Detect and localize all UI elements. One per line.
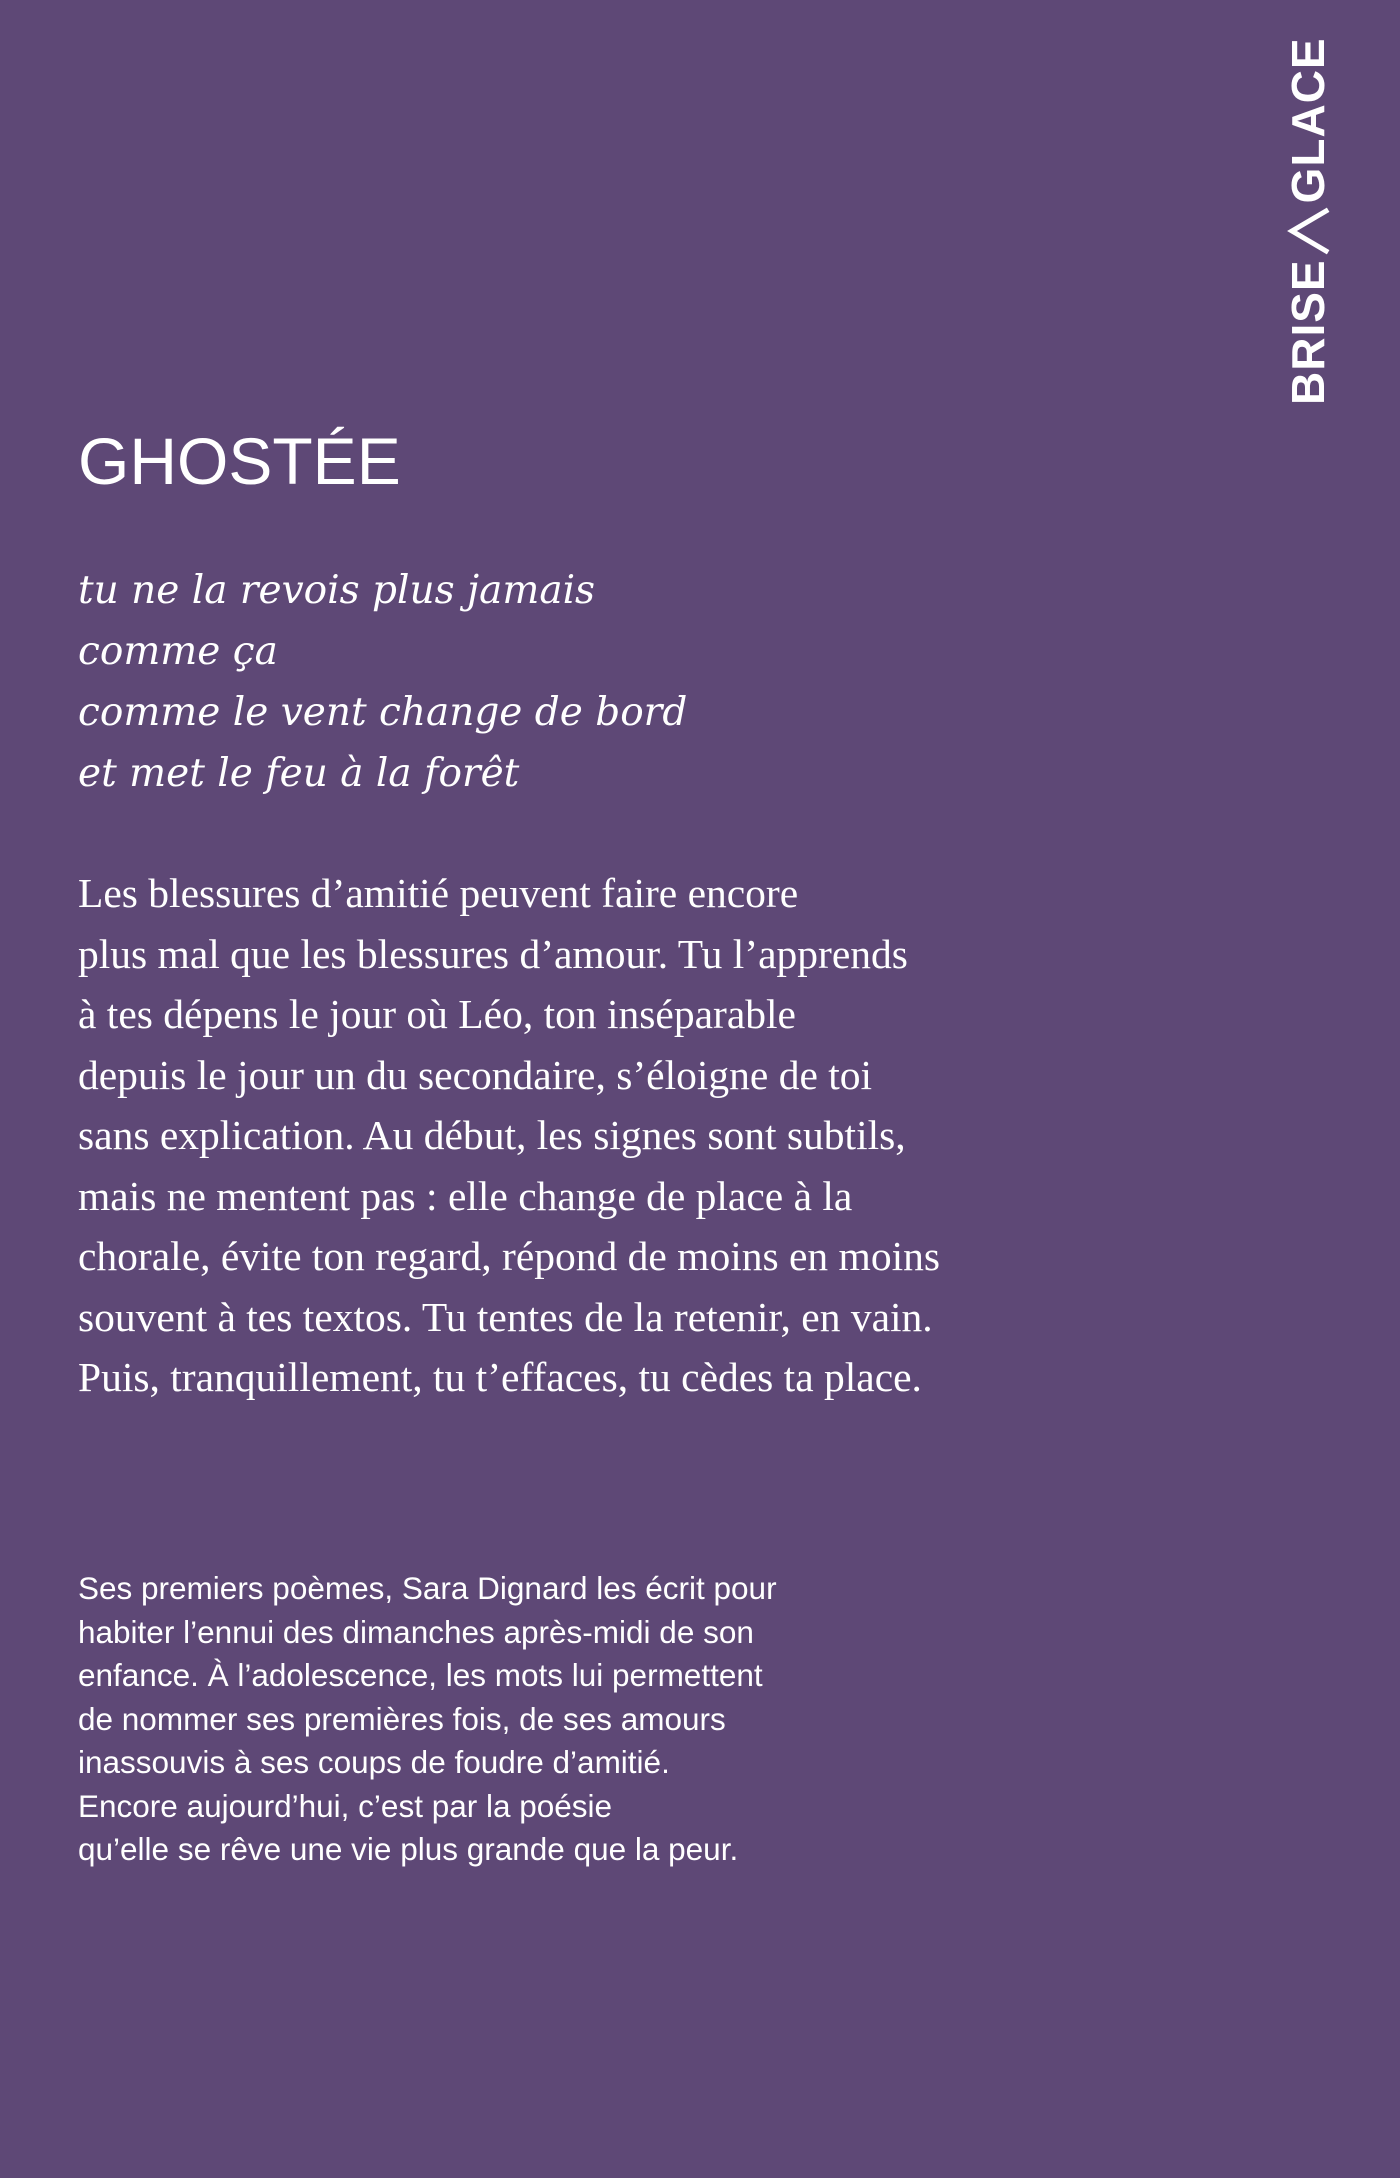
summary-line: souvent à tes textos. Tu tentes de la retenir, en vain.: [78, 1293, 933, 1340]
bio-line: Ses premiers poèmes, Sara Dignard les écrit pour: [78, 1570, 777, 1606]
bio-line: qu’elle se rêve une vie plus grande que la peur.: [78, 1831, 739, 1867]
publisher-name-part-2: GLACE: [1282, 37, 1334, 204]
summary-line: sans explication. Au début, les signes sont subtils,: [78, 1112, 906, 1158]
caret-up-icon: [1286, 207, 1330, 255]
summary-line: Les blessures d’amitié peuvent faire encore: [78, 870, 799, 916]
book-title: GHOSTÉE: [78, 424, 401, 498]
poem-line: tu ne la revois plus jamais: [78, 568, 596, 613]
poem-line: comme ça: [78, 629, 278, 674]
summary-line: Puis, tranquillement, tu t’effaces, tu cèdes ta place.: [78, 1354, 922, 1400]
poem-line: comme le vent change de bord: [78, 690, 688, 735]
bio-line: Encore aujourd’hui, c’est par la poésie: [78, 1787, 613, 1824]
poem-line: et met le feu à la forêt: [78, 751, 520, 796]
summary-line: chorale, évite ton regard, répond de moins en moins: [78, 1233, 941, 1279]
summary-line: mais ne mentent pas : elle change de place à la: [78, 1172, 853, 1219]
book-summary: [78, 863, 940, 1408]
bio-line: enfance. À l’adolescence, les mots lui permettent: [78, 1657, 763, 1693]
poem-excerpt: [78, 560, 687, 804]
summary-line: depuis le jour un du secondaire, s’éloigne de toi: [78, 1051, 873, 1098]
publisher-logo: [1282, 37, 1334, 405]
bio-line: de nommer ses premières fois, de ses amours: [78, 1700, 726, 1737]
summary-line: à tes dépens le jour où Léo, ton inséparable: [78, 991, 796, 1037]
author-bio: [78, 1567, 777, 1872]
publisher-name-part-1: BRISE: [1282, 259, 1334, 405]
summary-line: plus mal que les blessures d’amour. Tu l’apprends: [78, 930, 908, 977]
bio-line: inassouvis à ses coups de foudre d’amitié.: [78, 1744, 670, 1780]
bio-line: habiter l’ennui des dimanches après-midi de son: [78, 1613, 754, 1650]
